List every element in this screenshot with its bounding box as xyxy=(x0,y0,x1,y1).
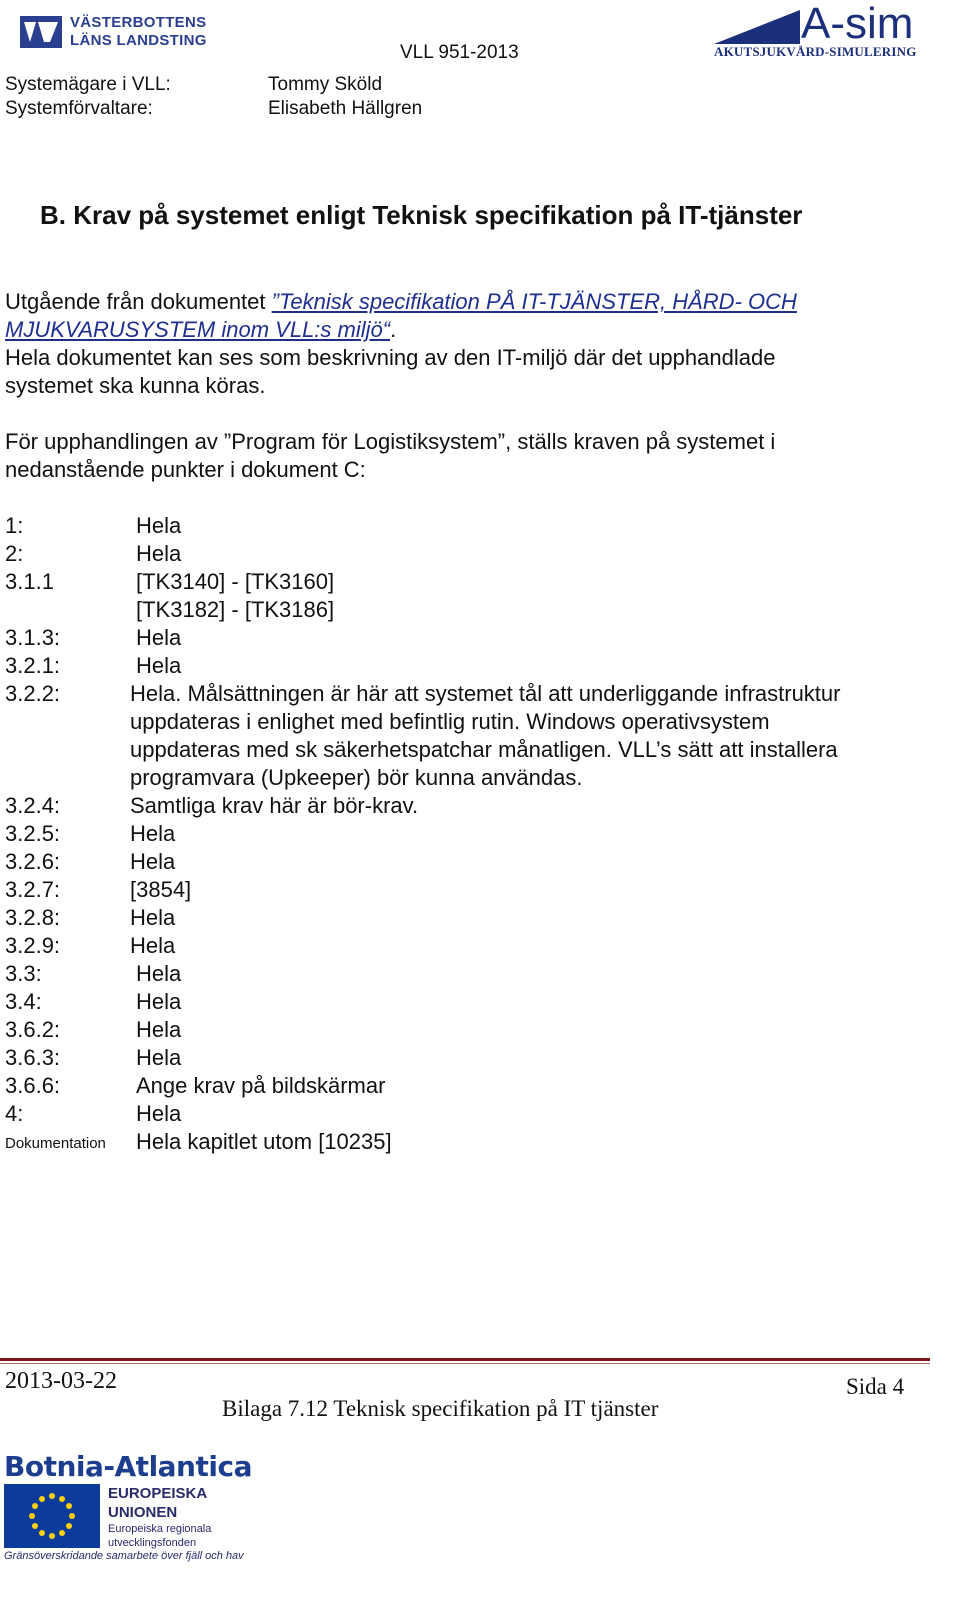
intro-prefix: Utgående från dokumentet xyxy=(5,289,272,314)
botnia-atlantica-logo xyxy=(4,1450,264,1620)
requirement-code: 3.2.5: xyxy=(5,821,61,846)
requirement-code: 4: xyxy=(5,1101,24,1126)
requirement-desc: [3854] xyxy=(130,877,192,902)
meta-value-manager: Elisabeth Hällgren xyxy=(268,98,423,119)
requirement-desc: Hela xyxy=(130,933,176,958)
spec-document-link[interactable]: ”Teknisk specifikation PÅ IT-TJÄNSTER, HÅRD- OCH xyxy=(271,289,797,314)
meta-value-owner: Tommy Sköld xyxy=(268,74,383,95)
requirement-desc: Hela xyxy=(136,1017,182,1042)
requirement-desc: Hela xyxy=(136,1101,182,1126)
intro-line-2 xyxy=(5,316,925,344)
section-title: B. Krav på systemet enligt Teknisk specifikation på IT-tjänster xyxy=(40,200,803,230)
procurement-paragraph xyxy=(5,428,925,484)
requirement-desc: [TK3182] - [TK3186] xyxy=(136,597,335,622)
intro-line-4: systemet ska kunna köras. xyxy=(5,373,266,398)
requirement-code: 1: xyxy=(5,513,24,538)
requirement-code: 3.1.3: xyxy=(5,625,61,650)
requirement-desc: Hela xyxy=(130,849,176,874)
asim-triangle-icon xyxy=(714,10,800,44)
asim-logo xyxy=(714,0,934,64)
requirement-code: 3.3: xyxy=(5,961,42,986)
requirement-desc-line: uppdateras med sk säkerhetspatchar månatligen. VLL’s sätt att installera xyxy=(130,737,838,762)
requirement-desc: Hela xyxy=(136,625,182,650)
requirement-desc: [TK3140] - [TK3160] xyxy=(136,569,335,594)
requirement-code: 3.2.6: xyxy=(5,849,61,874)
asim-tagline: AKUTSJUKVÅRD-SIMULERING xyxy=(714,44,917,59)
requirement-desc: Hela xyxy=(136,653,182,678)
procurement-line-1: För upphandlingen av ”Program för Logistiksystem”, ställs kraven på systemet i xyxy=(5,429,776,454)
meta-label-manager: Systemförvaltare: xyxy=(5,98,153,119)
requirement-desc: Samtliga krav här är bör-krav. xyxy=(130,793,419,818)
requirement-desc-line: Hela. Målsättningen är här att systemet tål att underliggande infrastruktur xyxy=(130,681,841,706)
footer-divider xyxy=(0,1358,930,1361)
requirement-desc: Hela xyxy=(136,989,182,1014)
asim-brand: A-sim xyxy=(801,0,914,48)
intro-paragraph xyxy=(5,288,925,400)
eu-line-4: utvecklingsfonden xyxy=(108,1537,197,1549)
vll-logo-icon xyxy=(20,16,62,48)
vll-logo-line1: VÄSTERBOTTENS xyxy=(70,14,207,31)
requirement-desc xyxy=(130,680,930,792)
vll-logo xyxy=(20,12,220,52)
requirement-desc: Hela xyxy=(130,905,176,930)
requirement-code: 3.2.9: xyxy=(5,933,61,958)
requirement-desc: Hela xyxy=(136,513,182,538)
meta-label-owner: Systemägare i VLL: xyxy=(5,74,171,95)
intro-line-1 xyxy=(5,288,925,316)
vll-logo-text xyxy=(70,14,207,50)
requirement-code: 3.6.6: xyxy=(5,1073,61,1098)
requirement-code: 3.6.3: xyxy=(5,1045,61,1070)
spec-document-link-cont[interactable]: MJUKVARUSYSTEM inom VLL:s miljö“ xyxy=(5,317,391,342)
document-number: VLL 951-2013 xyxy=(400,42,519,63)
requirement-desc: Ange krav på bildskärmar xyxy=(136,1073,386,1098)
requirement-code: 3.1.1 xyxy=(5,569,54,594)
requirement-desc: Hela kapitlet utom [10235] xyxy=(136,1129,392,1154)
requirement-code: 2: xyxy=(5,541,24,566)
requirement-code: 3.2.8: xyxy=(5,905,61,930)
requirement-code: 3.2.4: xyxy=(5,793,61,818)
requirement-code: 3.6.2: xyxy=(5,1017,61,1042)
requirement-code: 3.2.2: xyxy=(5,681,61,706)
eu-text xyxy=(108,1484,211,1550)
requirement-desc: Hela xyxy=(136,961,182,986)
eu-line-1: EUROPEISKA xyxy=(108,1485,208,1502)
intro-suffix: . xyxy=(390,317,397,342)
requirement-desc: Hela xyxy=(130,821,176,846)
eu-line-3: Europeiska regionala xyxy=(108,1523,212,1535)
botnia-slogan: Gränsöverskridande samarbete över fjäll och hav xyxy=(4,1550,244,1562)
requirement-desc: Hela xyxy=(136,541,182,566)
footer-divider-thin xyxy=(0,1363,930,1364)
requirement-code: 3.2.1: xyxy=(5,653,61,678)
requirement-desc-line: programvara (Upkeeper) bör kunna användas. xyxy=(130,765,583,790)
footer-date: 2013-03-22 xyxy=(5,1368,117,1394)
footer-title: Bilaga 7.12 Teknisk specifikation på IT tjänster xyxy=(222,1396,659,1421)
requirement-code: Dokumentation xyxy=(5,1135,106,1152)
requirement-code: 3.2.7: xyxy=(5,877,61,902)
botnia-name: Botnia-Atlantica xyxy=(4,1450,252,1483)
requirement-row xyxy=(5,680,935,792)
eu-flag-icon xyxy=(4,1484,100,1548)
eu-line-2: UNIONEN xyxy=(108,1504,178,1521)
intro-line-3: Hela dokumentet kan ses som beskrivning av den IT-miljö där det upphandlade xyxy=(5,345,776,370)
vll-logo-line2: LÄNS LANDSTING xyxy=(70,32,207,49)
page-number: Sida 4 xyxy=(846,1374,905,1399)
requirement-code: 3.4: xyxy=(5,989,42,1014)
procurement-line-2: nedanstående punkter i dokument C: xyxy=(5,457,366,482)
requirement-desc: Hela xyxy=(136,1045,182,1070)
requirement-desc-line: uppdateras i enlighet med befintlig rutin. Windows operativsystem xyxy=(130,709,770,734)
